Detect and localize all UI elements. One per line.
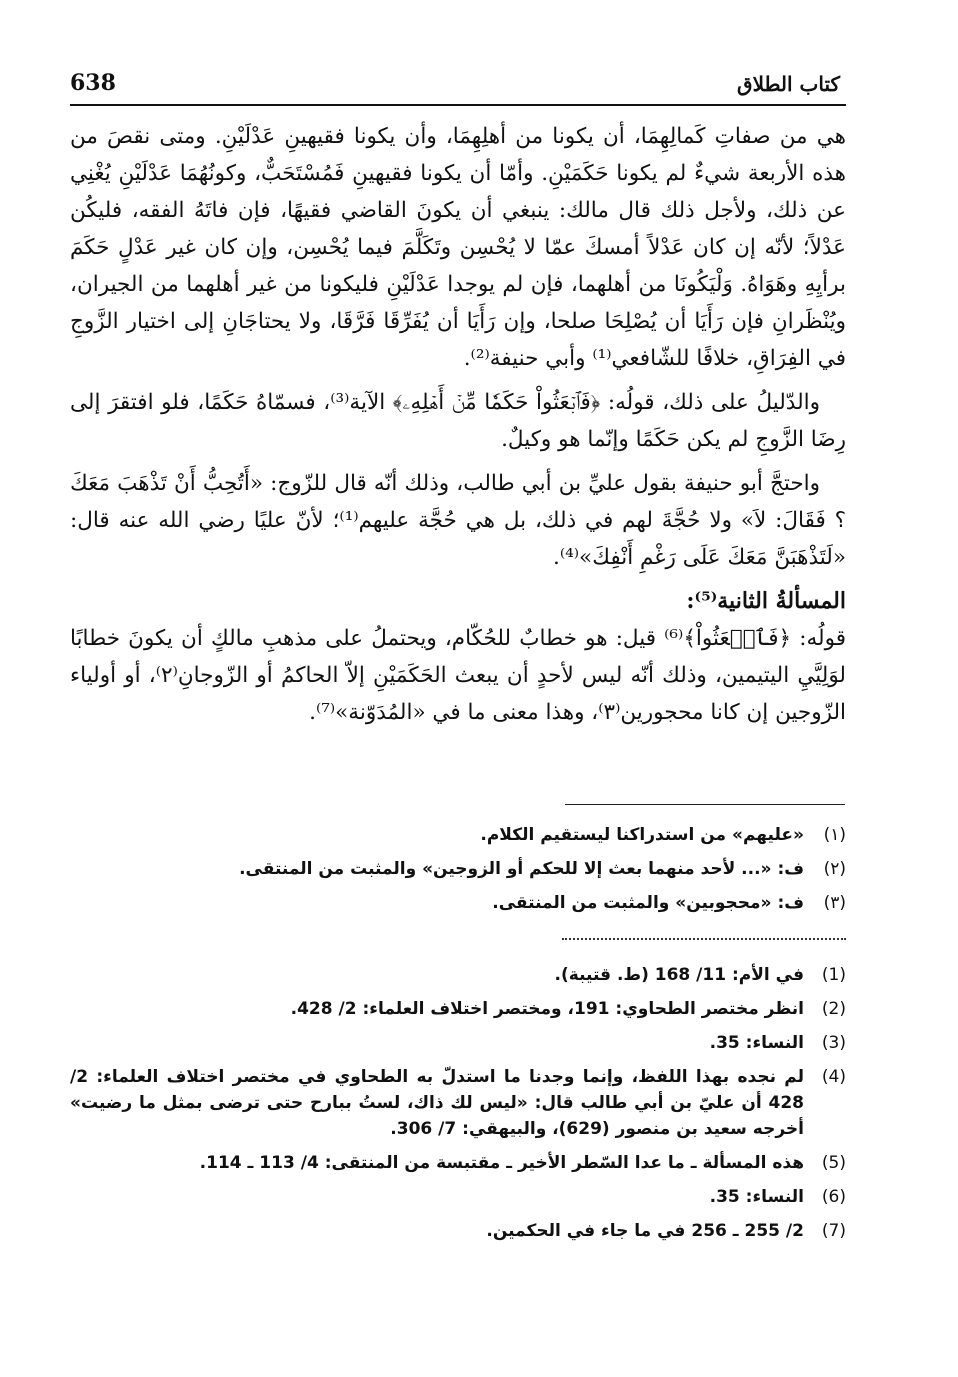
- footnote-text: 2/ 255 ـ 256 في ما جاء في الحكمين.: [486, 1221, 804, 1241]
- footnote: [70, 856, 846, 882]
- section-heading: المسألةُ الثانية⁽⁵⁾:: [686, 588, 846, 614]
- footnote-text: هذه المسألة ـ ما عدا السّطر الأخير ـ مقتبسة من المنتقى: 4/ 113 ـ 114.: [199, 1153, 804, 1173]
- footnote-number: (4): [821, 1067, 846, 1087]
- footnote-number: (6): [821, 1187, 846, 1207]
- footnote: [70, 1150, 846, 1176]
- page-number: 638: [70, 70, 116, 96]
- footnote: [70, 890, 846, 916]
- paragraph: قولُه: ﴿فَٱبۡعَثُواْ﴾⁽⁶⁾ قيل: هو خطابٌ للحُكّام، ويحتملُ على مذهبِ مالكٍ أن يكونَ خطابًا لوَلِيَّيِ اليتيمين، وذلك أنّه ليس لأحدٍ أن يبعث الحَكَمَيْنِ إلاّ الحاكمُ أو الزّوجانِ⁽٢⁾، أو أولياء الزّوجين إن كانا محجورين⁽٣⁾، وهذا معنى ما في «المُدَوّنة»⁽⁷⁾.: [70, 626, 846, 725]
- footnote-number: (5): [821, 1153, 846, 1173]
- footnote-text: النساء: 35.: [709, 1033, 804, 1053]
- footnote-number: (7): [821, 1221, 846, 1241]
- footnote-text: ف: «محجوبين» والمثبت من المنتقى.: [492, 893, 804, 913]
- footnote-text: انظر مختصر الطحاوي: 191، ومختصر اختلاف العلماء: 2/ 428.: [290, 999, 804, 1019]
- main-text: [70, 118, 846, 738]
- footnote-text: ف: «... لأحد منهما بعث إلا للحكم أو الزوجين» والمثبت من المنتقى.: [239, 859, 804, 879]
- footnote: [70, 1184, 846, 1210]
- footnote-number: (٣): [823, 893, 846, 913]
- footnote-number: (2): [821, 999, 846, 1019]
- footnote: [70, 1030, 846, 1056]
- footnote-number: (١): [823, 825, 846, 845]
- footnote-text: «عليهم» من استدراكنا ليستقيم الكلام.: [480, 825, 804, 845]
- page-header: [70, 64, 840, 104]
- dotted-divider: [562, 938, 846, 946]
- footnote-text: في الأم: 11/ 168 (ط. قتيبة).: [554, 965, 804, 985]
- footnote: [70, 1218, 846, 1244]
- footnote-number: (1): [821, 965, 846, 985]
- footnote-number: (3): [821, 1033, 846, 1053]
- footnote-number: (٢): [823, 859, 846, 879]
- footnote-separator: [565, 804, 845, 805]
- footnote-text: النساء: 35.: [709, 1187, 804, 1207]
- paragraph: والدّليلُ على ذلك، قولُه: ﴿فَٱبۡعَثُواْ حَكَمٗا مِّنۡ أَهۡلِهِۦ﴾ الآية⁽³⁾، فسمّاهُ حَكَمًا، فلو افتقرَ إلى رِضَا الزَّوجِ لم يكن حَكَمًا وإنّما هو وكيلٌ.: [70, 390, 846, 452]
- footnote: [70, 962, 846, 988]
- footnote-text: لم نجده بهذا اللفظ، وإنما وجدنا ما استدلّ به الطحاوي في مختصر اختلاف العلماء: 2/ 428 أن عليّ بن أبي طالب قال: «ليس لك ذاك، لستُ ببارح حتى ترضى بمثل ما رضيت» أخرجه سعيد بن منصور (629)، والبيهقي: 7/ 306.: [70, 1067, 804, 1139]
- source-footnotes: [70, 962, 846, 1252]
- footnote: [70, 822, 846, 848]
- footnote: [70, 996, 846, 1022]
- header-rule: [70, 104, 846, 106]
- paragraph: هي من صفاتِ كَمالِهِمَا، أن يكونا من أهلِهِمَا، وأن يكونا فقيهينِ عَدْلَيْنِ. ومتى نقصَ من هذه الأربعة شيءٌ لم يكونا حَكَمَيْنِ. وأمّا أن يكونا فقيهينِ فَمُسْتَحَبٌّ، وكونُهُمَا عَدْلَيْنِ يُغْنِي عن ذلك، ولأجل ذلك قال مالك: ينبغي أن يكونَ القاضي فقيهًا، فإن فاتَهُ الفقه، فليكُن عَدْلاً؛ لأنّه إن كان عَدْلاً أمسكَ عمّا لا يُحْسِن وتَكَلَّمَ فيما يُحْسِن، وإن كان غير عَدْلٍ حَكَمَ برأيِهِ وهَوَاهُ. وَلْيَكُونَا من أهلهما، فإن لم يوجدا عَدْلَيْنِ فليكونا من غير أهلهما من الجيران، ويُنْظَرانِ فإن رَأَيَا أن يُصْلِحَا صلحا، وإن رَأَيَا أن يُفَرِّقَا فَرَّقَا، ولا يحتاجَانِ إلى اختيار الزَّوجِ في الفِرَاقِ، خلافًا للشّافعي⁽¹⁾ وأبي حنيفة⁽²⁾.: [70, 124, 846, 371]
- footnote: [70, 1064, 846, 1142]
- paragraph: واحتجَّ أبو حنيفة بقول عليِّ بن أبي طالب، وذلك أنّه قال للزّوج: «أَتُحِبُّ أَنْ تَذْهَبَ مَعَكَ ؟ فَقَالَ: لاَ» ولا حُجَّةَ لهم في ذلك، بل هي حُجَّة عليهم⁽¹⁾؛ لأنّ عليًا رضي الله عنه قال: «لَتَذْهَبَنَّ مَعَكَ عَلَى رَغْمِ أَنْفِكَ»⁽⁴⁾.: [70, 471, 847, 570]
- editor-footnotes: [70, 822, 846, 924]
- running-title: كتاب الطلاق: [737, 72, 840, 96]
